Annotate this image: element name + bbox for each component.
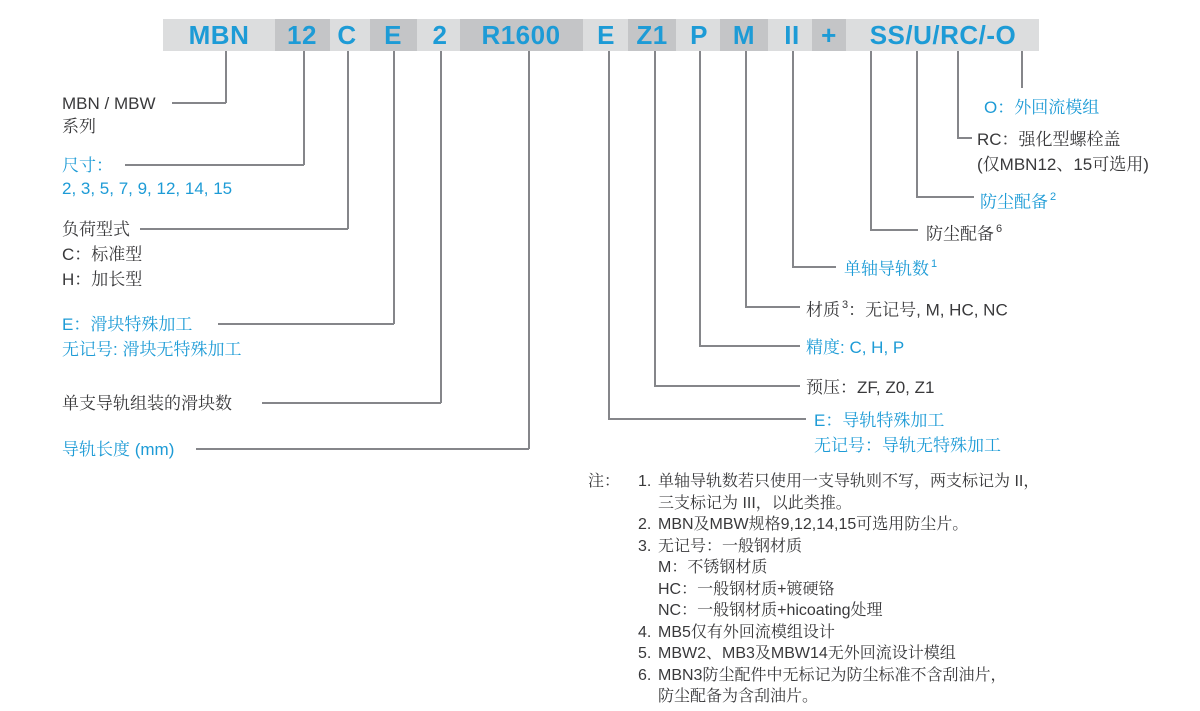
connector-dust2-h — [916, 196, 974, 198]
label-rail-machining-line2: 无记号：导轨无特殊加工 — [814, 436, 1001, 455]
label-rails-per-axis-text: 单轴导轨数 — [844, 259, 929, 279]
connector-load-type-v — [347, 51, 349, 229]
code-segment-load-type: C — [337, 20, 357, 50]
connector-rail-length-v — [528, 51, 530, 449]
label-rail-machining-line1: E：导轨特殊加工 — [814, 411, 945, 430]
note-4-line-1: MB5仅有外回流模组设计 — [658, 623, 835, 641]
label-load-type-line2: C：标准型 — [62, 245, 143, 264]
note-4-num: 4. — [638, 623, 652, 641]
note-item-4 — [638, 622, 1039, 644]
note-item-3 — [638, 536, 1039, 622]
note-3-line-4: NC：一般钢材质+hicoating处理 — [658, 602, 883, 619]
note-5-num: 5. — [638, 645, 652, 662]
label-preload: 预压：ZF, Z0, Z1 — [806, 378, 935, 397]
connector-block-count-v — [440, 51, 442, 403]
connector-dust2-v — [916, 51, 918, 197]
connector-block-count-h — [262, 402, 441, 404]
connector-series-v — [225, 51, 227, 103]
note-6-num: 6. — [638, 666, 652, 684]
connector-preload-v — [654, 51, 656, 386]
note-2-line-1: MBN及MBW规格9,12,14,15可选用防尘片。 — [658, 516, 969, 533]
label-block-machining-line1: E：滑块特殊加工 — [62, 315, 193, 334]
connector-rail-length-h — [196, 448, 529, 450]
notes-prefix: 注： — [588, 473, 621, 490]
label-size — [62, 154, 232, 200]
connector-rail-machining-h — [608, 418, 806, 420]
note-2-num: 2. — [638, 516, 652, 533]
label-load-type — [62, 217, 142, 292]
connector-material-h — [745, 306, 800, 308]
label-material-post: ：无记号, M, HC, NC — [848, 300, 1008, 320]
code-segment-plus: + — [821, 20, 837, 50]
label-material-pre: 材质 — [806, 300, 840, 320]
note-1-line-1: 单轴导轨数若只使用一支导轨则不写，两支标记为 II， — [658, 473, 1040, 490]
label-dust-option-6-sup: 6 — [996, 223, 1003, 235]
note-3-line-1: 无记号：一般钢材质 — [658, 537, 803, 555]
label-rc-cover-line2: (仅MBN12、15可选用) — [977, 155, 1149, 174]
label-load-type-line3: H：加长型 — [62, 270, 143, 289]
connector-rc-h — [957, 137, 972, 139]
code-segment-size: 12 — [287, 20, 317, 50]
label-series-line1: MBN / MBW — [62, 94, 156, 113]
note-item-2 — [638, 514, 1039, 536]
label-rc-cover — [977, 127, 1149, 177]
connector-dust6-h — [870, 229, 918, 231]
connector-rail-count-v — [792, 51, 794, 267]
connector-block-machining-v — [393, 51, 395, 324]
label-dust-option-2 — [980, 187, 1056, 214]
label-block-machining-line2: 无记号: 滑块无特殊加工 — [62, 340, 242, 359]
label-block-machining — [62, 312, 241, 362]
label-series — [62, 92, 156, 138]
connector-size-v — [303, 51, 305, 165]
connector-precision-v — [699, 51, 701, 346]
label-rails-per-axis — [844, 254, 937, 281]
note-1-num: 1. — [638, 473, 652, 490]
code-segment-block-machining: E — [384, 20, 402, 50]
code-segment-material: M — [732, 20, 756, 50]
label-material-sup: 3 — [842, 299, 849, 311]
note-6-line-1: MBN3防尘配件中无标记为防尘标准不含刮油片， — [658, 666, 1007, 684]
connector-rail-count-h — [792, 266, 836, 268]
code-segment-precision: P — [690, 20, 708, 50]
code-segment-options: SS/U/RC/-O — [869, 20, 1017, 50]
label-rails-per-axis-sup: 1 — [931, 258, 938, 270]
connector-rail-machining-v — [608, 51, 610, 419]
label-dust-option-6 — [926, 219, 1002, 246]
label-precision: 精度: C, H, P — [806, 338, 905, 357]
note-6-line-2: 防尘配备为含刮油片。 — [658, 688, 819, 705]
notes-block — [588, 471, 1148, 708]
label-size-line1: 尺寸： — [62, 156, 113, 175]
note-5-line-1: MBW2、MB3及MBW14无外回流设计模组 — [658, 645, 956, 662]
note-item-5 — [638, 643, 1039, 665]
note-3-line-2: M：不锈钢材质 — [658, 559, 768, 576]
label-blocks-per-rail: 单支导轨组装的滑块数 — [62, 394, 232, 413]
note-3-num: 3. — [638, 537, 652, 555]
connector-block-machining-h — [218, 323, 394, 325]
code-segment-rail-count: II — [784, 20, 800, 50]
notes-list — [638, 471, 1039, 708]
label-series-line2: 系列 — [62, 117, 96, 136]
code-segment-rail-machining: E — [597, 20, 615, 50]
label-size-line2: 2, 3, 5, 7, 9, 12, 14, 15 — [62, 179, 233, 198]
code-segment-block-count: 2 — [432, 20, 448, 50]
connector-o-v — [1021, 51, 1023, 88]
connector-series-h — [172, 102, 226, 104]
code-segment-rail-length: R1600 — [481, 20, 561, 50]
note-item-6 — [638, 665, 1039, 708]
label-load-type-line1: 负荷型式 — [62, 220, 130, 239]
label-rail-length: 导轨长度 (mm) — [62, 440, 175, 459]
label-outer-circulation: O：外回流模组 — [984, 98, 1100, 117]
code-segment-series: MBN — [188, 20, 250, 50]
connector-dust6-v — [870, 51, 872, 230]
connector-preload-h — [654, 385, 800, 387]
code-segment-preload: Z1 — [636, 20, 668, 50]
note-item-1 — [638, 471, 1039, 514]
note-1-line-2: 三支标记为 III，以此类推。 — [658, 494, 852, 512]
label-rail-machining — [814, 408, 1001, 458]
label-dust-option-2-sup: 2 — [1050, 191, 1057, 203]
connector-precision-h — [699, 345, 800, 347]
connector-rc-v — [957, 51, 959, 138]
label-dust-option-2-text: 防尘配备 — [980, 192, 1048, 212]
label-material — [806, 295, 1008, 322]
note-3-line-3: HC：一般钢材质+镀硬铬 — [658, 580, 835, 598]
label-rc-cover-line1: RC：强化型螺栓盖 — [977, 130, 1121, 149]
label-dust-option-6-text: 防尘配备 — [926, 224, 994, 244]
connector-material-v — [745, 51, 747, 307]
connector-load-type-h — [140, 228, 348, 230]
